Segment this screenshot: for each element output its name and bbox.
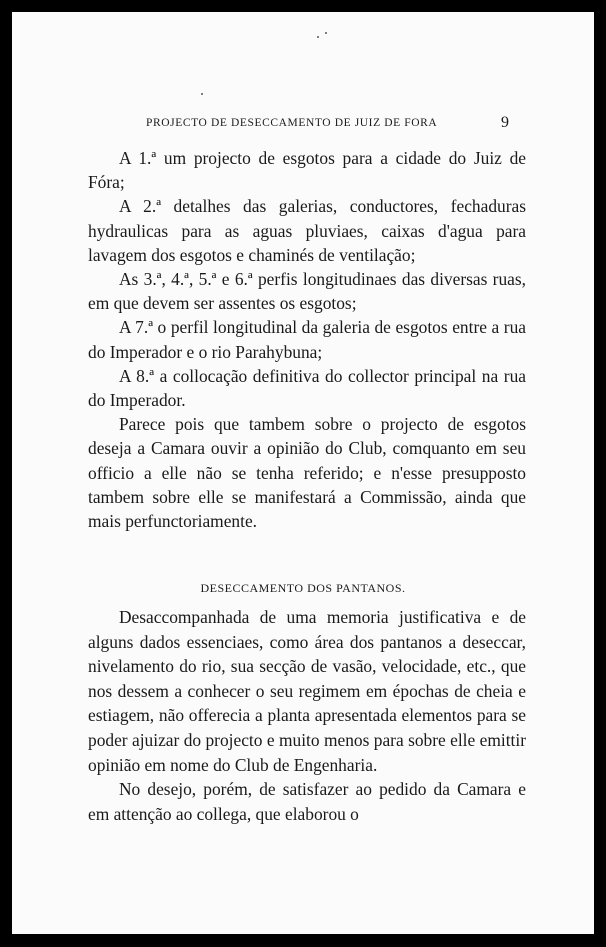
paragraph: A 8.ª a collocação definitiva do collector principal na rua do Imperador.	[88, 365, 526, 411]
running-head-title: PROJECTO DE DESECCAMENTO DE JUIZ DE FORA	[146, 117, 438, 129]
paragraph: A 7.ª o perfil longitudinal da galeria de esgotos entre a rua do Imperador e o rio Parahybuna;	[88, 317, 526, 362]
paper-speck	[325, 32, 327, 34]
section-heading: DESECCAMENTO DOS PANTANOS.	[200, 581, 406, 595]
paragraph: As 3.ª, 4.ª, 5.ª e 6.ª perfis longitudinaes das diversas ruas, em que devem ser assentes os esgotos;	[88, 269, 526, 314]
body-text-lower	[88, 605, 526, 826]
book-page	[12, 12, 594, 934]
body-text-upper	[88, 146, 526, 533]
paragraph: Desaccompanhada de uma memoria justificativa e de alguns dados essenciaes, como área dos pantanos a deseccar, nivelamento do rio, sua secção de vasão, velocidade, etc., que nos dessem a conhecer o seu regimem em épochas de cheia e estiagem, não offerecia a planta apresentada elementos para se poder ajuizar do projecto e muito menos para sobre elle emittir opinião em nome do Club de Engenharia.	[88, 607, 526, 775]
paragraph: A 1.ª um projecto de esgotos para a cidade do Juiz de Fóra;	[88, 148, 526, 193]
paper-speck	[317, 36, 319, 38]
paragraph: No desejo, porém, de satisfazer ao pedido da Camara e em attenção ao collega, que elaborou o	[88, 779, 526, 824]
page-number: 9	[501, 114, 509, 131]
paper-speck	[201, 93, 203, 95]
running-head	[12, 114, 594, 137]
paragraph: Parece pois que tambem sobre o projecto de esgotos deseja a Camara ouvir a opinião do Club, comquanto em seu officio a elle não se tenha referido; e n'esse presupposto tambem sobre elle se manifestará a Commissão, ainda que mais perfunctoriamente.	[88, 414, 526, 532]
paragraph: A 2.ª detalhes das galerias, conductores, fechaduras hydraulicas para as aguas pluviaes, caixas d'agua para lavagem dos esgotos e chaminés de ventilação;	[88, 196, 526, 265]
